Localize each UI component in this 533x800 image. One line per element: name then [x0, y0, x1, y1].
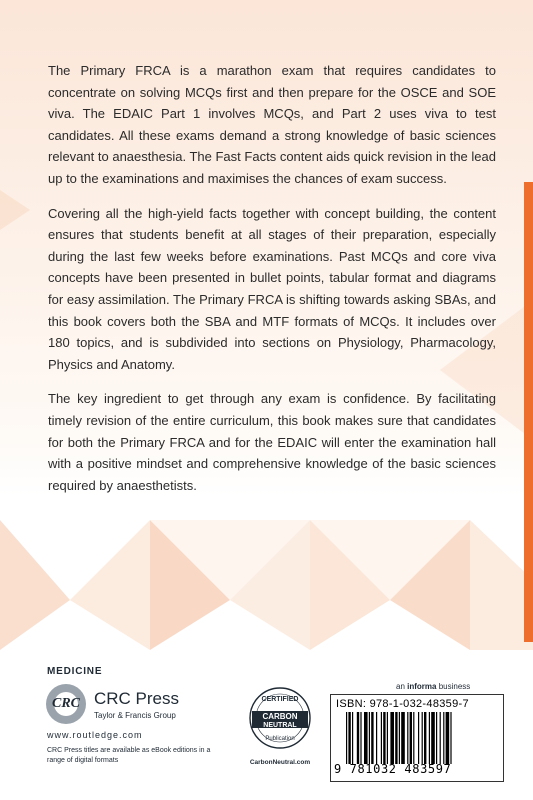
barcode-bar	[381, 712, 382, 764]
blurb-paragraph-1: The Primary FRCA is a marathon exam that requires candidates to concentrate on solving MCQs first and then prepare for the OSCE and SOE viva. The EDAIC Part 1 involves MCQs, and Part 2 uses viva to test candidates. All these exams demand a strong knowledge of basic sciences relevant to anaesthesia. The Fast Facts content aids quick revision in the lead up to the examinations and maximises the chances of exam success.	[48, 63, 496, 186]
barcode-bar	[352, 712, 353, 764]
barcode-bar	[387, 712, 388, 764]
barcode-bar	[422, 712, 423, 764]
carbon-badge-url: CarbonNeutral.com	[249, 759, 311, 766]
barcode-bar	[376, 712, 377, 764]
informa-line	[396, 682, 470, 691]
crc-logo-text: CRC	[51, 696, 80, 711]
barcode-bar	[440, 712, 441, 764]
crc-logo-icon	[46, 684, 86, 724]
barcode-bar	[357, 712, 359, 764]
barcode-bar	[436, 712, 437, 764]
barcode-bar	[407, 712, 408, 764]
ebook-note: CRC Press titles are available as eBook editions in a range of digital formats	[47, 747, 211, 764]
barcode-bar	[401, 712, 405, 764]
carbon-badge-bottom: Publication	[265, 736, 295, 742]
publisher-website: www.routledge.com	[47, 730, 143, 740]
barcode-bar	[450, 712, 451, 764]
accent-stripe	[524, 182, 533, 642]
category-label: MEDICINE	[47, 666, 103, 677]
barcode-bar	[429, 712, 430, 764]
barcode-bar	[348, 712, 350, 764]
barcode-bar	[418, 712, 419, 764]
barcode-bar	[395, 712, 397, 764]
back-cover-blurb	[48, 60, 496, 509]
barcode-bar	[346, 712, 347, 764]
barcode-bar	[413, 712, 414, 764]
barcode-bar	[390, 712, 394, 764]
barcode-bar	[369, 712, 370, 764]
carbon-badge-word-1: CARBON	[262, 712, 298, 721]
carbon-neutral-badge	[240, 680, 320, 780]
barcode-digits: 9 781032 483597	[334, 762, 452, 776]
blurb-paragraph-2: Covering all the high-yield facts together with concept building, the content ensures that students benefit at all stages of their preparation, especially during the last few weeks before examinations. Past MCQs and core viva concepts have been presented in bullet points, tabular format and diagrams for easy assimilation. The Primary FRCA is shifting towards asking SBAs, and this book covers both the SBA and MTF formats of MCQs. It includes over 180 topics, and is subdivided into sections on Physiology, Pharmacology, Physics and Anatomy.	[48, 205, 496, 372]
informa-brand: informa	[407, 682, 437, 691]
barcode-bar	[410, 712, 412, 764]
blurb-paragraph-3: The key ingredient to get through any exam is confidence. By facilitating timely revision of the entire curriculum, this book makes sure that candidates for both the Primary FRCA and for the EDAIC will enter the examination hall with a positive mindset and comprehensive knowledge of the basic sciences required by anaesthetists.	[48, 391, 496, 493]
publisher-group: Taylor & Francis Group	[94, 711, 176, 720]
publisher-name: CRC Press	[94, 689, 180, 708]
barcode-image	[346, 712, 496, 764]
informa-suffix: business	[436, 682, 471, 691]
barcode-bar	[443, 712, 444, 764]
barcode-bar	[399, 712, 400, 764]
barcode-bar	[364, 712, 368, 764]
barcode-bar	[383, 712, 385, 764]
barcode-bar	[446, 712, 450, 764]
isbn-label: ISBN: 978-1-032-48359-7	[336, 698, 469, 710]
carbon-badge-top: CERTIFIED	[261, 696, 299, 703]
barcode-bar	[431, 712, 435, 764]
carbon-badge-word-2: NEUTRAL	[263, 722, 297, 729]
informa-prefix: an	[396, 682, 408, 691]
barcode-bar	[371, 712, 373, 764]
barcode-bar	[360, 712, 361, 764]
barcode-bar	[424, 712, 426, 764]
